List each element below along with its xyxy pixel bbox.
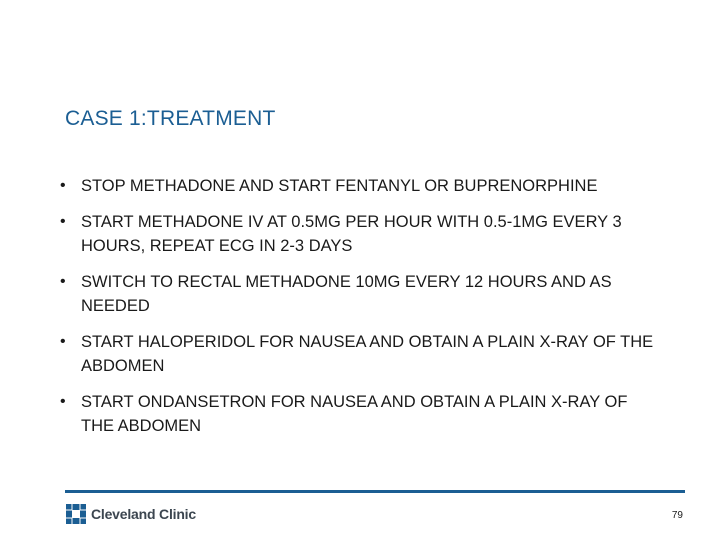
page-number: 79	[671, 510, 683, 521]
bullet-list	[60, 174, 660, 450]
bullet-text: START METHADONE IV AT 0.5MG PER HOUR WITH 0.5-1MG EVERY 3 HOURS, REPEAT ECG IN 2-3 DAYS	[81, 213, 622, 255]
bullet-dot-icon: •	[60, 273, 66, 290]
cleveland-clinic-logo-icon	[66, 504, 86, 524]
cleveland-clinic-logo	[66, 503, 196, 525]
bullet-text: START ONDANSETRON FOR NAUSEA AND OBTAIN A PLAIN X-RAY OF THE ABDOMEN	[81, 393, 628, 435]
bullet-dot-icon: •	[60, 213, 66, 230]
logo-text: Cleveland Clinic	[91, 506, 196, 522]
bullet-dot-icon: •	[60, 393, 66, 410]
bullet-item	[60, 174, 660, 198]
bullet-item	[60, 330, 660, 378]
bullet-dot-icon: •	[60, 177, 66, 194]
bullet-dot-icon: •	[60, 333, 66, 350]
slide-title: CASE 1:TREATMENT	[65, 107, 276, 130]
bullet-text: SWITCH TO RECTAL METHADONE 10MG EVERY 12 HOURS AND AS NEEDED	[81, 273, 612, 315]
footer-divider	[65, 490, 685, 493]
bullet-text: STOP METHADONE AND START FENTANYL OR BUPRENORPHINE	[81, 177, 598, 195]
bullet-item	[60, 270, 660, 318]
bullet-item	[60, 210, 660, 258]
bullet-text: START HALOPERIDOL FOR NAUSEA AND OBTAIN A PLAIN X-RAY OF THE ABDOMEN	[81, 333, 654, 375]
bullet-item	[60, 390, 660, 438]
